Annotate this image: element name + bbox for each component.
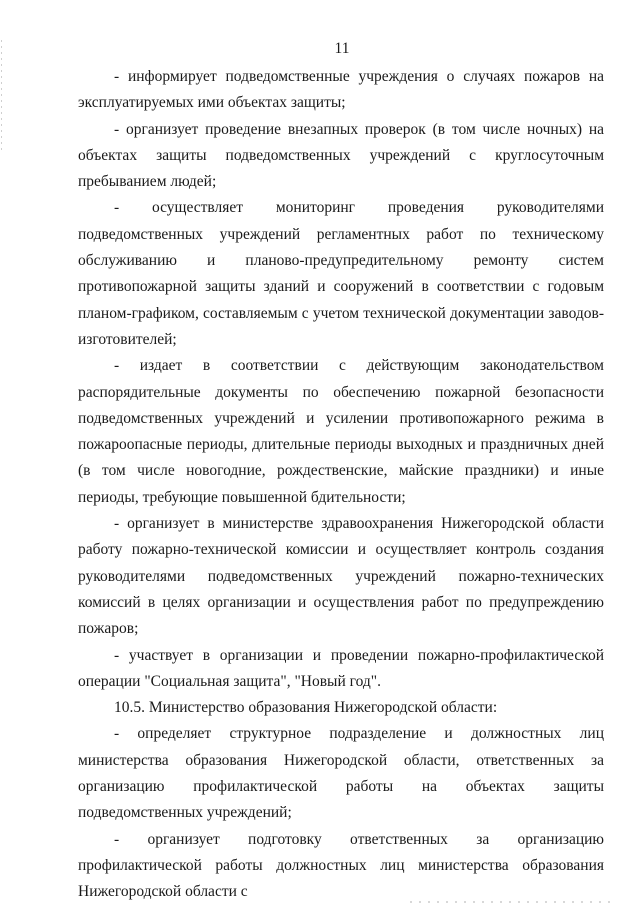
section-heading-ministry-education: 10.5. Министерство образования Нижегородской области: (114, 699, 498, 717)
document-body (78, 64, 604, 906)
paragraph-issues-documents: - издает в соответствии с действующим законодательством распорядительные документы по обеспечению пожарной безопасности подведомственных учреждений и усилении противопожарного режима в пожароопасные периоды, длительные периоды выходных и праздничных дней (в том числе новогодние, рождественские, майские праздники) и иные периоды, требующие повышенной бдительности; (78, 357, 604, 506)
paragraph-sudden-inspections: - организует проведение внезапных проверок (в том числе ночных) на объектах защиты подведомственных учреждений с круглосуточным пребыванием людей; (78, 120, 604, 191)
paragraph-organizes-training: - организует подготовку ответственных за организацию профилактической работы должностных лиц министерства образования Нижегородской области с (78, 830, 604, 901)
scan-dots-artifact (410, 901, 610, 903)
paragraph-fire-technical-commission: - организует в министерстве здравоохранения Нижегородской области работу пожарно-технической комиссии и осуществляет контроль создания руководителями подведомственных учреждений пожарно-технических комиссий в целях организации и осуществления работ по предупреждению пожаров; (78, 515, 604, 638)
paragraph-participates-operation: - участвует в организации и проведении пожарно-профилактической операции "Социальная защита", "Новый год". (78, 646, 604, 690)
paragraph-inform-fires: - информирует подведомственные учреждения о случаях пожаров на эксплуатируемых ими объектах защиты; (78, 68, 604, 112)
page-number: 11 (334, 40, 350, 57)
paragraph-determines-division: - определяет структурное подразделение и должностных лиц министерства образования Нижегородской области, ответственных за организацию профилактической работы на объектах защиты подведомственных учреждений; (78, 725, 604, 822)
paragraph-monitoring: - осуществляет мониторинг проведения руководителями подведомственных учреждений регламентных работ по техническому обслуживанию и планово-предупредительному ремонту систем противопожарной защиты зданий и сооружений в соответствии с годовым планом-графиком, составляемым с учетом технической документации заводов-изготовителей; (78, 199, 604, 348)
